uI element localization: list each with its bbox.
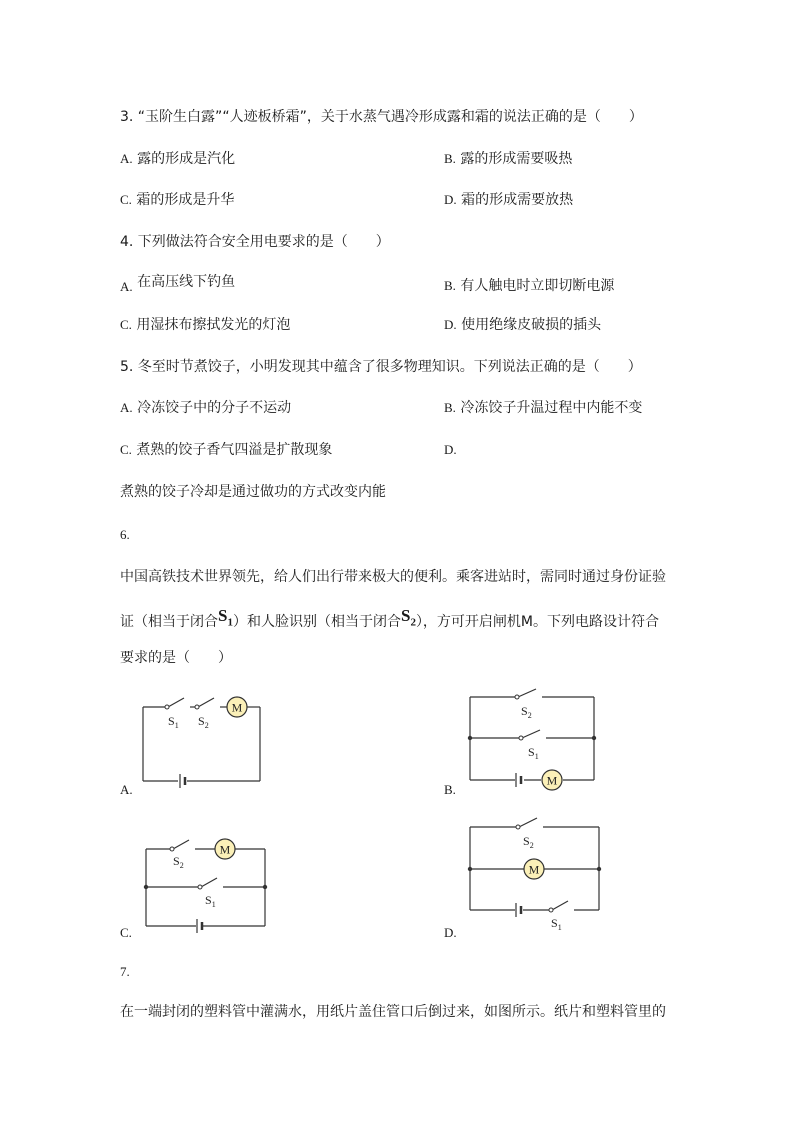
switch-subscript: 1 — [174, 721, 179, 730]
switch-letter: S — [168, 714, 175, 728]
q6-line3: 要求的是（ ） — [120, 650, 232, 666]
switch-label-s1 — [168, 714, 179, 730]
q3-stem: 3. “玉阶生白露”“人迹板桥霜”，关于水蒸气遇冷形成露和霜的说法正确的是（ ） — [120, 109, 643, 125]
s1-symbol — [218, 606, 233, 629]
switch-label-s1 — [205, 893, 216, 909]
option-text: 有人触电时立即切断电源 — [460, 278, 615, 294]
q6-line2 — [120, 606, 660, 636]
s2-letter: S — [400, 606, 411, 625]
switch-letter: S — [198, 714, 205, 728]
circuit-c-diagram[interactable] — [138, 833, 273, 933]
q3-option-a[interactable] — [120, 150, 235, 168]
q3-option-b[interactable] — [444, 150, 572, 168]
s1-subscript: 1 — [227, 616, 233, 629]
switch-letter: S — [521, 704, 528, 718]
switch-subscript: 1 — [211, 900, 216, 909]
switch-contact — [195, 705, 199, 709]
switch-label-s2 — [198, 714, 209, 730]
junction-dot — [592, 736, 596, 740]
circuit-c-letter[interactable]: C. — [120, 925, 132, 940]
junction-dot — [263, 885, 267, 889]
switch-subscript: 1 — [557, 923, 562, 932]
circuit-d-letter[interactable]: D. — [444, 925, 457, 940]
switch-label-s2 — [521, 704, 532, 720]
switch-contact — [515, 695, 519, 699]
junction-dot — [468, 867, 472, 871]
switch-label-s2 — [523, 834, 534, 850]
q6-line2-part: ），方可开启闸机M。下列电路设计符合 — [415, 614, 660, 630]
motor-label: M — [231, 700, 243, 715]
switch-subscript: 2 — [527, 711, 532, 720]
q5-option-c[interactable] — [120, 441, 332, 459]
motor-label: M — [528, 862, 540, 877]
option-letter: D. — [444, 317, 457, 332]
q4-option-a[interactable] — [120, 274, 236, 296]
switch-subscript: 2 — [204, 721, 209, 730]
junction-dot — [468, 736, 472, 740]
circuit-d-diagram[interactable] — [460, 810, 608, 934]
option-text: 冷冻饺子升温过程中内能不变 — [460, 400, 643, 416]
option-text: 在高压线下钓鱼 — [137, 274, 236, 290]
option-text: 用湿抹布擦拭发光的灯泡 — [136, 317, 291, 333]
q3-option-d[interactable] — [444, 191, 573, 209]
option-text: 露的形成是汽化 — [137, 151, 236, 167]
option-text: 霜的形成是升华 — [136, 192, 235, 208]
option-letter: A. — [120, 400, 133, 415]
option-text: 使用绝缘皮破损的插头 — [461, 317, 602, 333]
q5-option-b[interactable] — [444, 399, 642, 417]
switch-label-s1 — [551, 916, 562, 932]
s2-symbol — [400, 606, 416, 629]
q6-line2-part: ）和人脸识别（相当于闭合 — [232, 614, 401, 630]
switch-letter: S — [551, 916, 558, 930]
q7-number: 7. — [120, 964, 130, 979]
option-letter: D. — [444, 192, 457, 207]
switch-letter: S — [173, 854, 180, 868]
switch-subscript: 2 — [529, 841, 534, 850]
option-text: 露的形成需要吸热 — [460, 151, 573, 167]
circuit-a-letter[interactable]: A. — [120, 782, 133, 797]
q5-stem: 5. 冬至时节煮饺子，小明发现其中蕴含了很多物理知识。下列说法正确的是（ ） — [120, 359, 642, 375]
switch-subscript: 1 — [534, 752, 539, 761]
option-letter: C. — [120, 317, 132, 332]
q6-number: 6. — [120, 527, 130, 542]
switch-contact — [170, 847, 174, 851]
q6-line2-part: 证（相当于闭合 — [120, 614, 218, 630]
switch-label-s2 — [173, 854, 184, 870]
switch-letter: S — [523, 834, 530, 848]
s1-letter: S — [218, 606, 228, 625]
circuit-b-letter[interactable]: B. — [444, 782, 456, 797]
switch-letter: S — [528, 745, 535, 759]
switch-contact — [549, 908, 553, 912]
switch-letter: S — [205, 893, 212, 907]
q4-stem: 4. 下列做法符合安全用电要求的是（ ） — [120, 234, 390, 250]
q6-line1: 中国高铁技术世界领先，给人们出行带来极大的便利。乘客进站时，需同时通过身份证验 — [120, 569, 666, 585]
option-letter: B. — [444, 151, 456, 166]
option-letter: A. — [120, 279, 133, 294]
s2-subscript: 2 — [410, 616, 416, 629]
option-text: 冷冻饺子中的分子不运动 — [137, 400, 292, 416]
q4-option-b[interactable] — [444, 277, 614, 295]
q5-option-d-text: 煮熟的饺子冷却是通过做功的方式改变内能 — [120, 484, 386, 500]
option-letter: A. — [120, 151, 133, 166]
option-letter: D. — [444, 442, 457, 457]
switch-contact — [165, 705, 169, 709]
q7-line1: 在一端封闭的塑料管中灌满水，用纸片盖住管口后倒过来，如图所示。纸片和塑料管里的 — [120, 1004, 666, 1020]
circuit-b-diagram[interactable] — [460, 683, 605, 793]
junction-dot — [144, 885, 148, 889]
switch-contact — [198, 885, 202, 889]
switch-subscript: 2 — [179, 861, 184, 870]
option-letter: B. — [444, 400, 456, 415]
switch-label-s1 — [528, 745, 539, 761]
q5-option-a[interactable] — [120, 399, 291, 417]
option-letter: B. — [444, 278, 456, 293]
q4-option-c[interactable] — [120, 316, 290, 334]
circuit-a-diagram[interactable] — [138, 692, 268, 794]
junction-dot — [597, 867, 601, 871]
option-letter: C. — [120, 442, 132, 457]
q3-option-c[interactable] — [120, 191, 234, 209]
motor-label: M — [546, 773, 558, 788]
q4-option-d[interactable] — [444, 316, 601, 334]
option-text: 霜的形成需要放热 — [461, 192, 574, 208]
option-letter: C. — [120, 192, 132, 207]
switch-contact — [519, 736, 523, 740]
q5-option-d[interactable] — [444, 441, 457, 459]
motor-label: M — [219, 842, 231, 857]
switch-contact — [516, 825, 520, 829]
option-text: 煮熟的饺子香气四溢是扩散现象 — [136, 442, 333, 458]
